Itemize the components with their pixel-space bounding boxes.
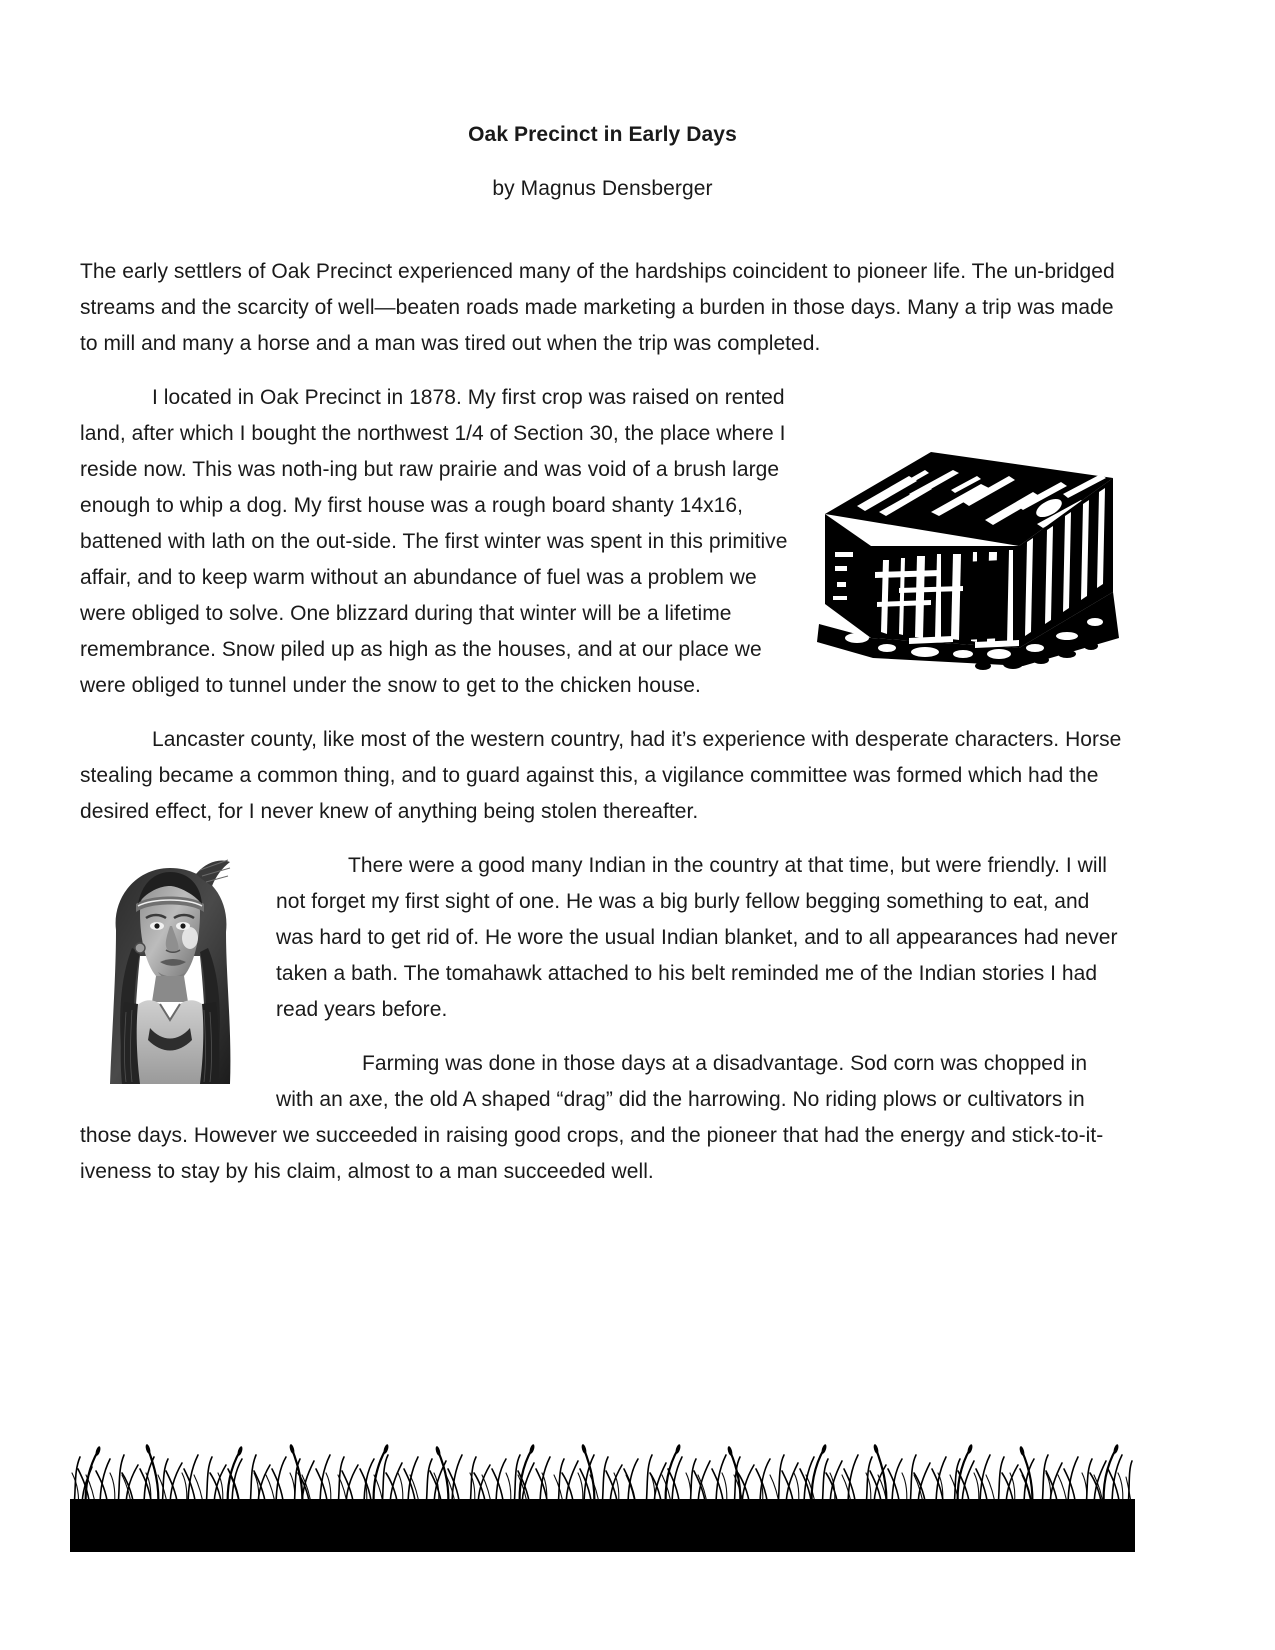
author-byline: by Magnus Densberger	[492, 176, 713, 200]
grass-border-decoration	[70, 1437, 1135, 1552]
paragraph-farming: Farming was done in those days at a disadvantage. Sod corn was chopped in with an axe, the old A shaped “drag” did the harrowing. No riding plows or cultivators in those days. However we succeeded in raising good crops, and the pioneer that had the energy and stick-to-it-iveness to stay by his claim, almost to a man succeeded well.	[80, 1051, 1104, 1183]
paragraph-indians: There were a good many Indian in the country at that time, but were friendly. I will not forget my first sight of one. He was a big burly fellow begging something to eat, and was hard to get rid of. He wore the usual Indian blanket, and to all appearances had never taken a bath. The tomahawk attached to his belt reminded me of the Indian stories I had read years before.	[276, 853, 1118, 1021]
page-title: Oak Precinct in Early Days	[468, 123, 737, 146]
document-body	[80, 120, 1125, 1208]
paragraph-settlers-hardships: The early settlers of Oak Precinct experienced many of the hardships coincident to pioneer life. The un-bridged streams and the scarcity of well—beaten roads made marketing a burden in those days. Many a trip was made to mill and many a horse and a man was tired out when the trip was completed.	[80, 259, 1115, 355]
cabin-illustration	[813, 442, 1125, 672]
cabin-paragraph-block	[80, 380, 1125, 722]
paragraph-located-1878: I located in Oak Precinct in 1878. My first crop was raised on rented land, after which I bought the northwest 1/4 of Section 30, the place where I reside now. This was noth-ing but raw prairie and was void of a brush large enough to whip a dog. My first house was a rough board shanty 14x16, battened with lath on the out-side. The first winter was spent in this primitive affair, and to keep warm without an abundance of fuel was a problem we were obliged to solve. One blizzard during that winter will be a lifetime remembrance. Snow piled up as high as the houses, and at our place we were obliged to tunnel under the snow to get to the chicken house.	[80, 385, 788, 697]
paragraph-lancaster-county: Lancaster county, like most of the western country, had it’s experience with desperate characters. Horse stealing became a common thing, and to guard against this, a vigilance committee was formed which had the desired effect, for I never knew of anything being stolen thereafter.	[80, 727, 1122, 823]
native-american-portrait-illustration	[80, 852, 258, 1097]
portrait-paragraph-block	[80, 848, 1125, 1208]
